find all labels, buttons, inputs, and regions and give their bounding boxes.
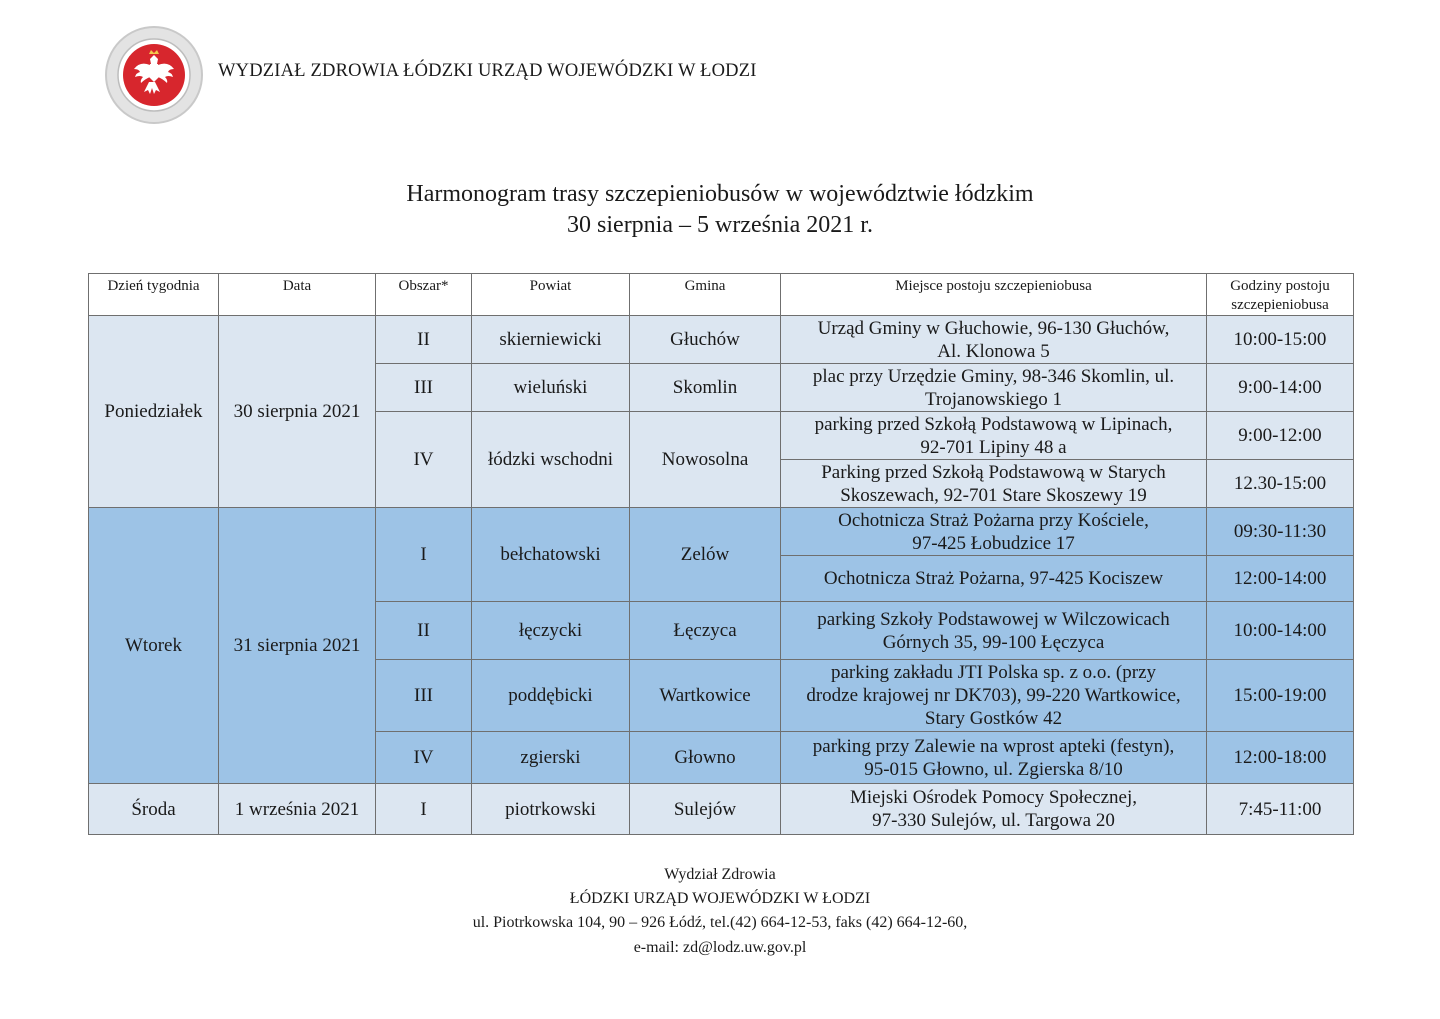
county-cell: łęczycki: [472, 602, 630, 660]
place-line: Ochotnicza Straż Pożarna, 97-425 Kociszew: [823, 568, 1164, 589]
day-cell: Środa: [89, 784, 219, 835]
hours-cell: 10:00-14:00: [1207, 602, 1354, 660]
footer-email: e-mail: zd@lodz.uw.gov.pl: [633, 939, 807, 956]
commune-cell: Głowno: [630, 732, 781, 784]
county-cell: piotrkowski: [472, 784, 630, 835]
place-line: Trojanowskiego 1: [924, 388, 1063, 410]
place-cell: [781, 732, 1207, 784]
footer-office-name: ŁÓDZKI URZĄD WOJEWÓDZKI W ŁODZI: [569, 890, 871, 907]
place-line: parking Szkoły Podstawowej w Wilczowicach: [817, 608, 1170, 630]
place-line: 92-701 Lipiny 48 a: [920, 436, 1067, 458]
place-line: Miejski Ośrodek Pomocy Społecznej,: [849, 787, 1138, 808]
place-line: Ochotnicza Straż Pożarna przy Kościele,: [838, 509, 1149, 531]
place-line: Urząd Gminy w Głuchowie, 96-130 Głuchów,: [817, 317, 1170, 339]
place-line: Parking przed Szkołą Podstawową w Starych: [821, 461, 1166, 483]
table-row: [89, 508, 1354, 556]
column-header-area: Obszar*: [376, 274, 472, 316]
place-line: Skoszewach, 92-701 Stare Skoszewy 19: [840, 484, 1147, 506]
column-header-day: Dzień tygodnia: [89, 274, 219, 316]
column-header-county: Powiat: [472, 274, 630, 316]
voivodeship-seal-logo: [99, 25, 209, 125]
commune-cell: Nowosolna: [630, 412, 781, 508]
area-cell: III: [376, 364, 472, 412]
commune-cell: Zelów: [630, 508, 781, 602]
place-cell: [781, 460, 1207, 508]
column-header-commune: Gmina: [630, 274, 781, 316]
hours-cell: 7:45-11:00: [1207, 784, 1354, 835]
county-cell: poddębicki: [472, 660, 630, 732]
page-subtitle-dates: 30 sierpnia – 5 września 2021 r.: [567, 212, 873, 238]
county-cell: bełchatowski: [472, 508, 630, 602]
column-header-hours: Godziny postoju szczepieniobusa: [1207, 274, 1354, 316]
place-line: drodze krajowej nr DK703), 99-220 Wartkowice,: [806, 685, 1181, 706]
place-cell: [781, 412, 1207, 460]
county-cell: skierniewicki: [472, 316, 630, 364]
commune-cell: Wartkowice: [630, 660, 781, 732]
area-cell: IV: [376, 732, 472, 784]
hours-cell: 15:00-19:00: [1207, 660, 1354, 732]
table-header-row: [89, 274, 1354, 316]
area-cell: IV: [376, 412, 472, 508]
place-line: Górnych 35, 99-100 Łęczyca: [882, 631, 1105, 653]
day-cell: Poniedziałek: [89, 316, 219, 508]
table-row: [89, 316, 1354, 364]
hours-cell: 10:00-15:00: [1207, 316, 1354, 364]
place-line: parking zakładu JTI Polska sp. z o.o. (przy: [830, 662, 1157, 683]
day-cell: Wtorek: [89, 508, 219, 784]
place-line: parking przed Szkołą Podstawową w Lipinach,: [814, 413, 1173, 435]
place-line: parking przy Zalewie na wprost apteki (festyn),: [812, 735, 1175, 757]
county-cell: wieluński: [472, 364, 630, 412]
date-cell: 1 września 2021: [219, 784, 376, 835]
commune-cell: Głuchów: [630, 316, 781, 364]
schedule-table: [88, 273, 1354, 835]
place-line: 97-425 Łobudzice 17: [912, 532, 1075, 554]
area-cell: II: [376, 316, 472, 364]
place-cell: [781, 364, 1207, 412]
place-line: 97-330 Sulejów, ul. Targowa 20: [872, 810, 1115, 831]
area-cell: I: [376, 784, 472, 835]
place-cell: [781, 508, 1207, 556]
commune-cell: Łęczyca: [630, 602, 781, 660]
area-cell: III: [376, 660, 472, 732]
place-line: Al. Klonowa 5: [937, 340, 1050, 362]
place-cell: [781, 784, 1207, 835]
page-title: Harmonogram trasy szczepieniobusów w województwie łódzkim: [406, 181, 1034, 207]
column-header-place: Miejsce postoju szczepieniobusa: [781, 274, 1207, 316]
hours-cell: 9:00-12:00: [1207, 412, 1354, 460]
county-cell: zgierski: [472, 732, 630, 784]
date-cell: 31 sierpnia 2021: [219, 508, 376, 784]
hours-cell: 9:00-14:00: [1207, 364, 1354, 412]
organization-title: WYDZIAŁ ZDROWIA ŁÓDZKI URZĄD WOJEWÓDZKI W ŁODZI: [218, 61, 757, 81]
place-cell: [781, 556, 1207, 602]
place-cell: [781, 660, 1207, 732]
place-line: Stary Gostków 42: [924, 708, 1063, 729]
hours-cell: 09:30-11:30: [1207, 508, 1354, 556]
hours-cell: 12:00-18:00: [1207, 732, 1354, 784]
table-row: [89, 784, 1354, 835]
place-cell: [781, 316, 1207, 364]
county-cell: łódzki wschodni: [472, 412, 630, 508]
commune-cell: Sulejów: [630, 784, 781, 835]
hours-cell: 12:00-14:00: [1207, 556, 1354, 602]
commune-cell: Skomlin: [630, 364, 781, 412]
footer-address: ul. Piotrkowska 104, 90 – 926 Łódź, tel.(42) 664-12-53, faks (42) 664-12-60,: [472, 914, 968, 931]
place-cell: [781, 602, 1207, 660]
column-header-date: Data: [219, 274, 376, 316]
hours-cell: 12.30-15:00: [1207, 460, 1354, 508]
area-cell: I: [376, 508, 472, 602]
place-line: 95-015 Głowno, ul. Zgierska 8/10: [864, 758, 1123, 780]
area-cell: II: [376, 602, 472, 660]
footer-department: Wydział Zdrowia: [664, 866, 776, 883]
place-line: plac przy Urzędzie Gminy, 98-346 Skomlin, ul.: [812, 365, 1175, 387]
date-cell: 30 sierpnia 2021: [219, 316, 376, 508]
